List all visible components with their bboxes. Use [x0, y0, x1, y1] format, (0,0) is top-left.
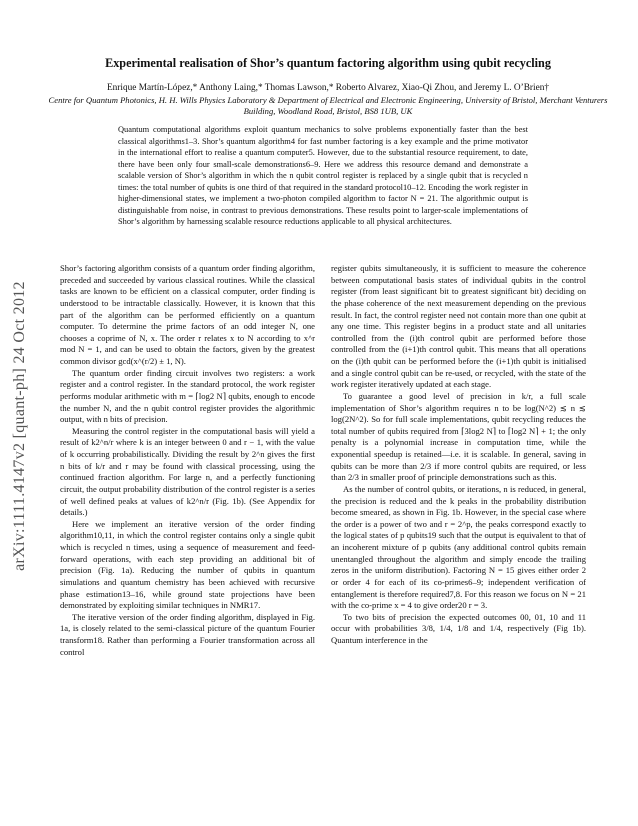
paragraph: To guarantee a good level of precision in k/r, a full scale implementation of Shor’s algorithm requires n to be log(N^2) ≲ n ≲ log(2N^2). So for full scale implementations, qubit recycling reduces the total number of qubits required from ⌈3log2 N⌉ to ⌈log2 N⌉ + 1; the only penalty is a polynomial increase in computation time, while the exponential speedup is retained—i.e. it is scalable. In general, saving in qubits can be more than 2/3 if more control qubits are required, or less than 2/3 in smaller proof of principle demonstrations such as this. [331, 390, 586, 483]
paragraph: register qubits simultaneously, it is sufficient to measure the coherence between computational basis states of individual qubits in the control register (from least significant bit to greatest significant bit) deciding on the phase coherence of the next measurement depending on the previous result. In fact, the control register need not contain more than one qubit at any one time. This register begins in a product state and all unitaries controlled from the (i)th control qubit are performed before those controlled from the (i+1)th control qubit. This means that all operations on the (i)th qubit can be performed before the (i+1)th qubit is initialised and a single control qubit can be re-used, or recycled, with the state of the work register iteratively updated at each stage. [331, 263, 586, 390]
arxiv-identifier-stamp [6, 236, 34, 616]
author-list: Enrique Martín-López,* Anthony Laing,* Thomas Lawson,* Roberto Alvarez, Xiao-Qi Zhou, and Jeremy L. O’Brien† [106, 83, 550, 93]
paragraph: Measuring the control register in the computational basis will yield a result of k2^n/r where k is an integer between 0 and r − 1, with the value of k occurring probabilistically. Dividing the result by 2^n gives the first n bits of k/r and r may be found with classical processing, using the continued fraction algorithm. For large n, and a perfectly functioning circuit, the output probability distribution of the control register is a series of well defined peaks at values of k2^n/r (Fig. 1b). (See Appendix for details.) [60, 425, 315, 518]
paragraph: As the number of control qubits, or iterations, n is reduced, in general, the precision is reduced and the k peaks in the probability distribution become smeared, as shown in Fig. 1b. However, in the special case where the order is a power of two and r = 2^p, the peaks correspond exactly to the logical states of p qubits19 such that the output is equivalent to that of an incoherent mixture of p qubits (any additional control qubits remain unentangled throughout the algorithm and simply encode the trailing zeros in the uniform distribution). Factoring N = 15 gives either order 2 or order 4 for each of its co-primes6–9; independent verification of entanglement is therefore required7,8. For this reason we focus on N = 21 with the co-prime x = 4 to give order20 r = 3. [331, 483, 586, 611]
paragraph: Shor’s factoring algorithm consists of a quantum order finding algorithm, preceded and succeeded by various classical routines. While the classical tasks are known to be efficient on a classical computer, order finding is understood to be intractable classically. However, it is known that this part of the algorithm can be performed efficiently on a quantum computer. To determine the prime factors of an odd integer N, one chooses a coprime of N, x. The order r relates x to N according to x^r mod N = 1, and can be used to obtain the factors, given by the greatest common divisor gcd(x^(r/2) ± 1, N). [60, 263, 315, 366]
body-column-right [331, 263, 586, 647]
paragraph: To two bits of precision the expected outcomes 00, 01, 10 and 11 occur with probabilities 3/8, 1/4, 1/8 and 1/4, respectively (Fig 1b). Quantum interference in the [331, 611, 586, 645]
paragraph: The iterative version of the order finding algorithm, displayed in Fig. 1a, is closely related to the semi-classical picture of the quantum Fourier transform18. Rather than performing a Fourier transformation across all control [60, 611, 315, 657]
abstract: Quantum computational algorithms exploit quantum mechanics to solve problems exponentially faster than the best classical algorithms1–3. Shor’s quantum algorithm4 for fast number factoring is a key example and the prime motivator in the international effort to realise a quantum computer5. However, due to the substantial resource requirement, to date, there have been only four small-scale demonstrations6–9. Here we address this resource demand and demonstrate a scalable version of Shor’s algorithm in which the n qubit control register is replaced by a single qubit that is recycled n times: the total number of qubits is one third of that required in the standard protocol10–12. Encoding the work register in higher-dimensional states, we implement a two-photon compiled algorithm to factor N = 21. The algorithmic output is distinguishable from noise, in contrast to previous demonstrations. These results point to larger-scale implementations of Shor’s algorithm by harnessing scalable resource reductions applicable to all physical architectures. [118, 125, 528, 226]
affiliation: Centre for Quantum Photonics, H. H. Wills Physics Laboratory & Department of Electrical and Electronic Engineering, University of Bristol, Merchant Venturers Building, Woodland Road, Bristol, BS8 1UB, UK [48, 95, 608, 116]
paragraph: The quantum order finding circuit involves two registers: a work register and a control register. In the standard protocol, the work register performs modular arithmetic with m = ⌈log2 N⌉ qubits, enough to encode the number N, and the n qubit control register provides the algorithmic output, with n bits of precision. [60, 367, 315, 425]
paper-title: Experimental realisation of Shor’s quantum factoring algorithm using qubit recycling [105, 56, 551, 70]
body-column-left [60, 263, 315, 658]
paragraph: Here we implement an iterative version of the order finding algorithm10,11, in which the control register contains only a single qubit which is recycled n times, using a sequence of measurement and feed-forward operations, with each step providing an additional bit of precision (Fig. 1a). Reducing the number of qubits in quantum simulations and quantum chemistry has been achieved with recursive phase estimation13–16, while ground state projections have been demonstrated by exploiting similar techniques in NMR17. [60, 518, 315, 611]
arxiv-identifier: arXiv:1111.4147v2 [quant-ph] 24 Oct 2012 [11, 281, 29, 571]
